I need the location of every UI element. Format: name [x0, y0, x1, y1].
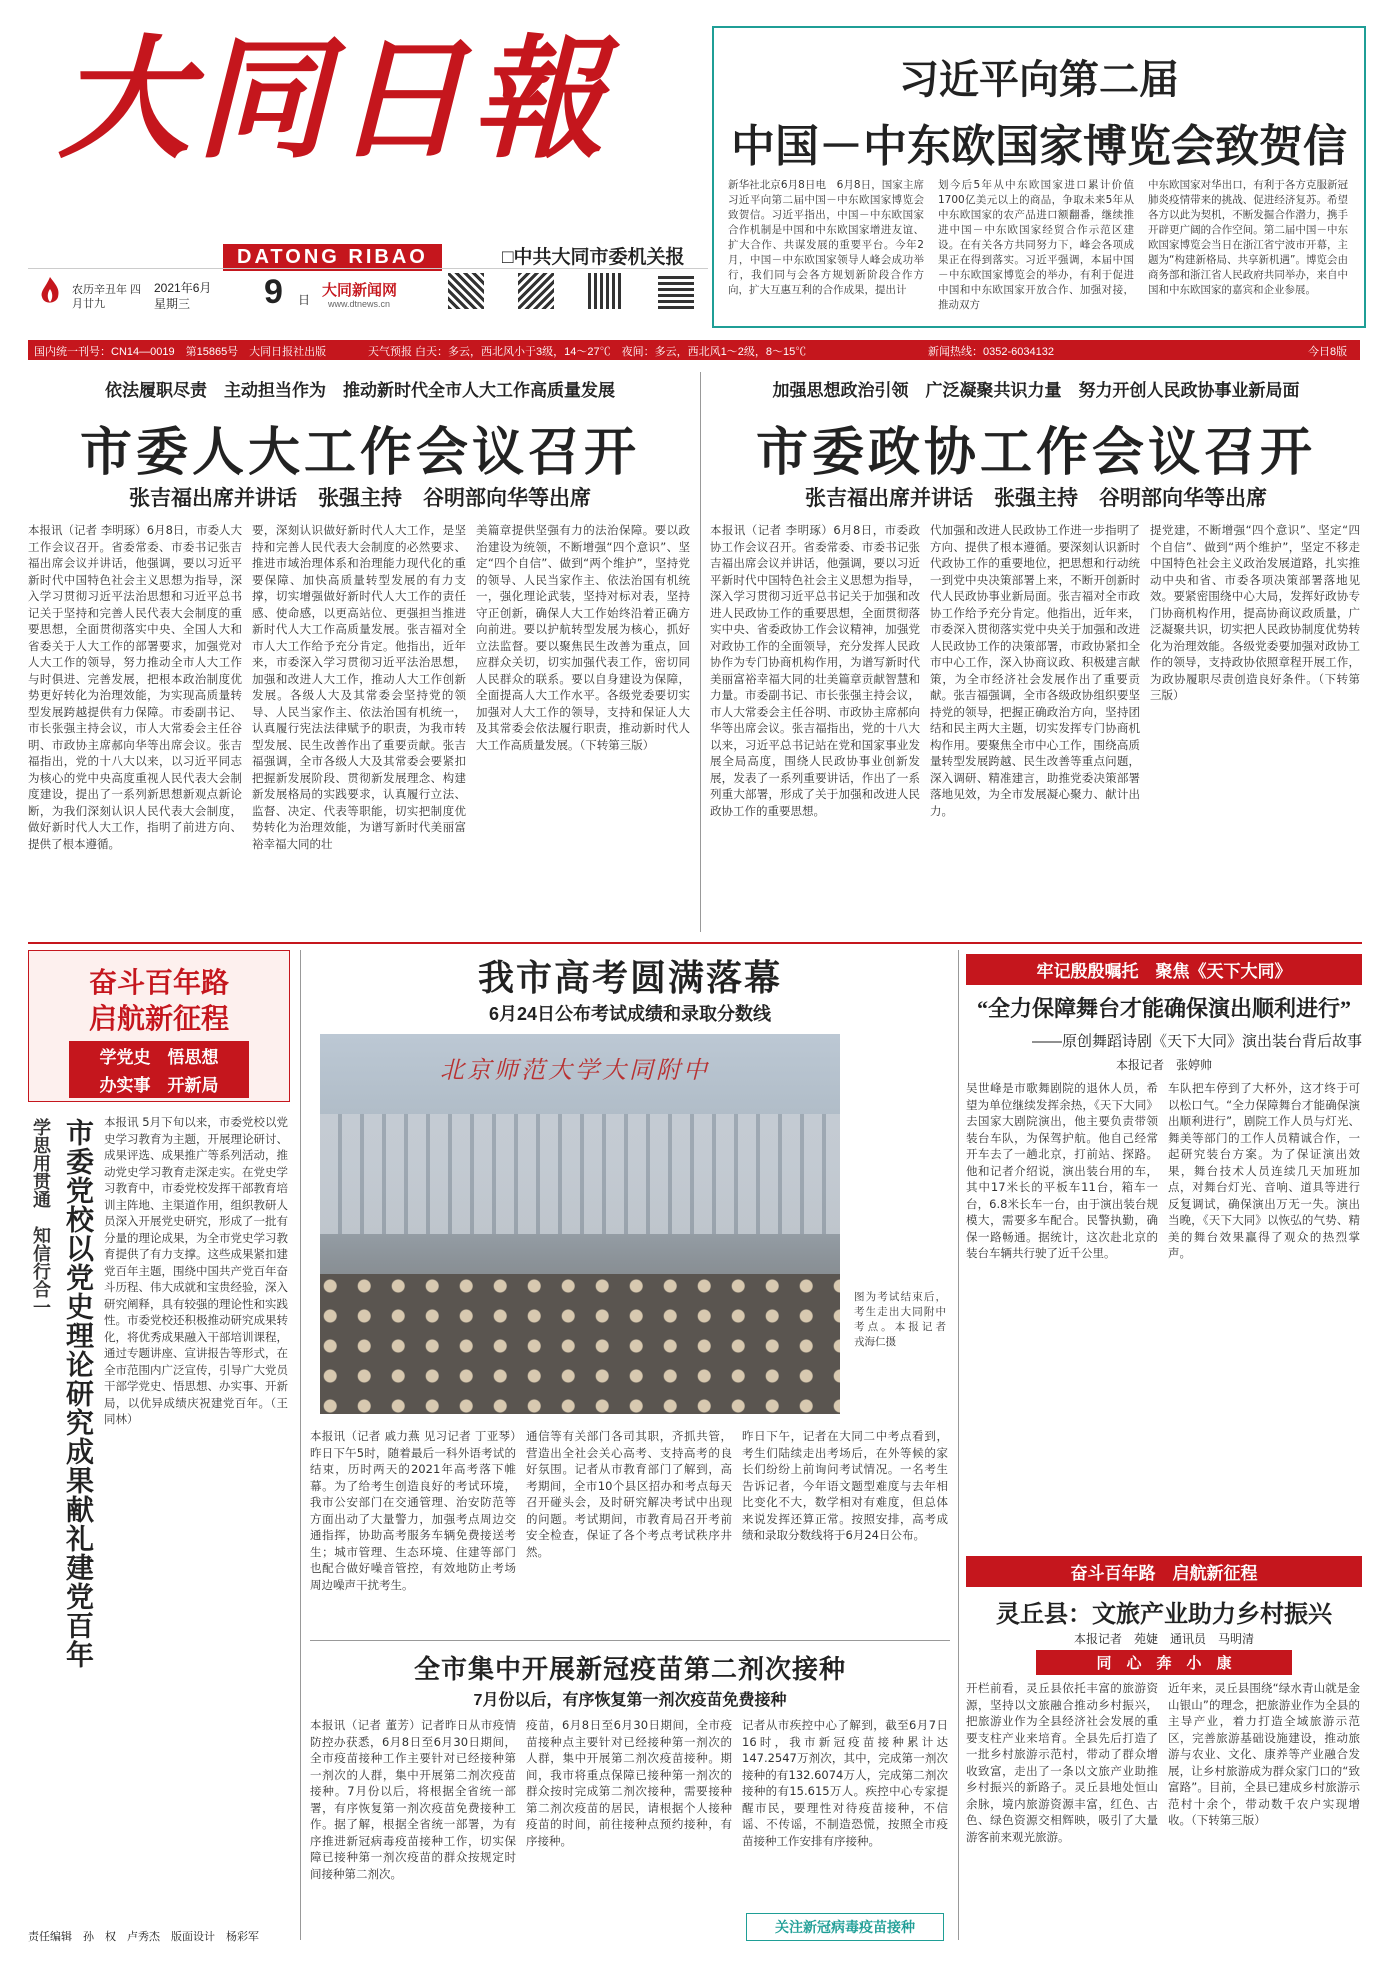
date-strip — [28, 268, 708, 323]
exam-headline: 我市高考圆满落幕 — [477, 957, 782, 998]
exam-story — [310, 950, 957, 1630]
exam-caption: 图为考试结束后，考生走出大同附中考点。本报记者 戎海仁摄 — [854, 1291, 957, 1348]
page-count: 今日8版 — [1308, 346, 1348, 358]
issue-date: 2021年6月 — [154, 281, 212, 295]
news-hotline: 新闻热线：0352-6034132 — [928, 346, 1054, 358]
lead-left-col3: 美篇章提供坚强有力的法治保障。要以政治建设为统领，不断增强“四个意识”、坚定“四个自信”、做到“两个维护”，坚持党的领导、人民当家作主、依法治国有机统一，强化理论武装，坚持对标对表，坚持守正创新，确保人大工作始终沿着正确方向前进。要以护航转型发展为核心，抓好立法监督。要以聚焦民生改善为重点，回应群众关切，切实加强代表工作，密切同人民群众的联系。要以自身建设为保障，全面提高人大工作水平。各级党委要切实加强对人大工作的领导，支持和保证人大及其常委会依法履行职责，推动新时代人大工作高质量发展。（下转第三版） — [476, 523, 690, 752]
theater-col1: 吴世峰是市歌舞剧院的退休人员，希望为单位继续发挥余热，《天下大同》去国家大剧院演出，他主要负责带领装台车队，为保驾护航。他自己经常开车去了一趟北京，打前站、探路。他和记者介绍说，演出装台用的车，其中17米长的平板车11台，箱车一台，6.8米长车一台，由于演出装台规模大，需要多车配合。民警执勤，确保一路畅通。据统计，这次赴北京的装台车辆共行驶了近千公里。 — [966, 1081, 1158, 1260]
lead-left-kicker: 依法履职尽责 主动担当作为 推动新时代全市人大工作高质量发展 — [105, 381, 615, 400]
lead-left-col1: 本报讯（记者 李明琢）6月8日，市委人大工作会议召开。省委常委、市委书记张吉福出席会议并讲话，他强调，要以习近平新时代中国特色社会主义思想为指导，深入学习贯彻习近平法治思想和习近平总书记关于坚持和完善人民代表大会制度的重要思想，全面贯彻落实中央、全国人大和省委关于人大工作的部署要求，加强党对人大工作的领导，努力推动全市人大工作与时俱进、完善发展，把根本政治制度优势更好转化为治理效能，为实现高质量转型发展跨越提供有力保障。市委副书记、市长张强主持会议，市人大常委会主任谷明、市政协主席郝向华等出席会议。张吉福指出，党的十八大以来，以习近平同志为核心的党中央高度重视人民代表大会制度建设，提出了一系列新思想新观点新论断，为我们深刻认识人民代表大会制度，做好新时代人大工作，指明了前进方向、提供了根本遵循。 — [28, 523, 242, 851]
publisher-label: □中共大同市委机关报 — [502, 247, 685, 268]
info-bar — [28, 340, 1360, 360]
theater-col2: 车队把车停到了大杯外，这才终于可以松口气。“全力保障舞台才能确保演出顺利进行”，剧院工作人员与灯光、舞美等部门的工作人员精诚合作，一起研究装台方案。为了保证演出效果，舞台技术人员连续几天加班加点，对舞台灯光、音响、道具等进行反复调试，确保演出万无一失。演出当晚，《天下大同》以恢弘的气势、精美的舞台效果赢得了观众的热烈掌声。 — [1168, 1081, 1360, 1260]
lead-right-col2: 代加强和改进人民政协工作进一步指明了方向、提供了根本遵循。要深刻认识新时代政协工作的重要地位，把思想和行动统一到党中央决策部署上来，不断开创新时代人民政协事业新局面。张吉福对全市政协工作给予充分肯定。他指出，近年来，市委深入贯彻落实党中央关于加强和改进人民政协工作的决策部署，市政协紧扣全市中心工作，深入协商议政、积极建言献策，为全市经济社会发展作出了重要贡献。张吉福强调，全市各级政协组织要坚持党的领导，把握正确政治方向，坚持团结和民主两大主题，切实发挥专门协商机构作用。要聚焦全市中心工作，围绕高质量转型发展跨越、民生改善等重点问题，深入调研、精准建言，助推党委决策部署落地见效，为全市发展凝心聚力、献计出力。 — [930, 523, 1140, 818]
exam-subhead: 6月24日公布考试成绩和录取分数线 — [488, 1004, 772, 1024]
flame-icon — [38, 275, 62, 307]
top-story-col1: 新华社北京6月8日电 6月8日，国家主席习近平向第二届中国－中东欧国家博览会致贺信。习近平指出，中国－中东欧国家合作机制是中国和中东欧国家增进友谊、扩大合作、共谋发展的重要平台。今年2月，中国－中东欧国家领导人峰会成功举行，我们同与会各方规划新阶段合作方向，扩大互惠互利的合作成果，提出计 — [728, 179, 924, 296]
rural-byline: 本报记者 苑婕 通讯员 马明清 — [1073, 1632, 1254, 1646]
newspaper-logo: 大同日報 — [58, 22, 610, 177]
issue-info: 国内统一刊号：CN14—0019 第15865号 大同日报社出版 — [34, 346, 327, 358]
issue-day-suffix: 日 — [298, 293, 311, 307]
lead-right-col3: 提党建，不断增强“四个意识”、坚定“四个自信”、做到“两个维护”，坚定不移走中国特色社会主义政治发展道路，扎实推动中央和省、市委各项决策部署落地见效。要紧密围绕中心大局，发挥好政协专门协商机构作用，提高协商议政质量，广泛凝聚共识，切实把人民政协制度优势转化为治理效能。各级党委要加强对政协工作的领导，支持政协依照章程开展工作，为政协履职尽责创造良好条件。（下转第三版） — [1150, 523, 1360, 702]
lead-left-subhead: 张吉福出席并讲话 张强主持 谷明部向华等出席 — [129, 487, 591, 510]
rural-story — [966, 1556, 1362, 1946]
rural-col1: 开栏前看，灵丘县依托丰富的旅游资源，坚持以文旅融合推动乡村振兴，把旅游业作为全县经济社会发展的重要支柱产业来培育。全县先后打造了一批乡村旅游示范村，带动了群众增收致富，走出了一条以文旅产业助推乡村振兴的新路子。灵丘县地处恒山余脉，境内旅游资源丰富，红色、古色、绿色资源交相辉映，吸引了大量游客前来观光旅游。 — [966, 1681, 1158, 1844]
exam-photo — [320, 1034, 840, 1414]
lead-right-story — [710, 372, 1362, 936]
rural-col2: 近年来，灵丘县围绕“绿水青山就是金山银山”的理念，把旅游业作为全县的主导产业，着力打造全域旅游示范区，完善旅游基础设施建设，推动旅游与农业、文化、康养等产业融合发展，让乡村旅游成为群众家门口的“致富路”。目前，全县已建成乡村旅游示范村十余个，带动数千农户实现增收。（下转第三版） — [1168, 1681, 1360, 1827]
rural-ribbon: 同 心 奔 小 康 — [1036, 1650, 1292, 1675]
qr-code-icon — [658, 273, 694, 309]
vaccine-headline: 全市集中开展新冠疫苗第二剂次接种 — [413, 1654, 846, 1684]
side-body: 本报讯 5月下旬以来，市委党校以党史学习教育为主题，开展理论研讨、成果评选、成果推广等系列活动，推动党史学习教育走深走实。在党史学习教育中，市委党校发挥干部教育培训主阵地、主渠道作用，组织教研人员深入开展党史研究，形成了一批有分量的理论成果，为全市党史学习教育提供了有力支撑。这些成果紧扣建党百年主题，围绕中国共产党百年奋斗历程、伟大成就和宝贵经验，深入研究阐释，具有较强的理论性和实践性。市委党校还积极推动研究成果转化，将优秀成果融入干部培训课程，通过专题讲座、宣讲报告等形式，在全市范围内广泛宣传，引导广大党员干部学党史、悟思想、办实事、开新局，以优异成绩庆祝建党百年。（王同林） — [104, 1115, 288, 1426]
theater-subhead: ——原创舞蹈诗剧《天下大同》演出装台背后故事 — [1031, 1033, 1362, 1050]
column-divider — [300, 950, 301, 1940]
qr-code-icon — [588, 273, 624, 309]
lead-left-headline: 市委人大工作会议召开 — [79, 424, 640, 482]
editor-credit: 责任编辑 孙 权 卢秀杰 版面设计 杨彩军 — [28, 1931, 259, 1943]
side-vert-small: 学思用贯通 知信行合一 — [31, 1118, 51, 1316]
qr-code-icon — [518, 273, 554, 309]
rural-headline: 灵丘县：文旅产业助力乡村振兴 — [996, 1602, 1332, 1628]
lunar-date: 农历辛丑年 四月廿九 — [72, 284, 142, 310]
top-story-col2: 划今后5年从中东欧国家进口累计价值1700亿美元以上的商品，争取未来5年从中东欧国家的农产品进口额翻番，继续推进中国－中东欧国家经贸合作示范区建设。在有关各方共同努力下，峰会各项成果正在得到落实。习近平强调，本届中国－中东欧国家博览会的举办，有利于促进中国和中东欧国家开放合作、加强对接，推动双方 — [938, 179, 1134, 311]
column-divider — [958, 950, 959, 1940]
theater-story — [966, 950, 1362, 1550]
lead-left-story — [28, 372, 692, 936]
theater-tag: 牢记殷殷嘱托 聚焦《天下大同》 — [966, 954, 1362, 985]
side-motto1: 学党史 悟思想 — [69, 1041, 249, 1070]
section-rule — [28, 942, 1362, 944]
theater-byline: 本报记者 张婷帅 — [1115, 1058, 1212, 1072]
vaccine-story — [310, 1640, 950, 1947]
issue-day: 9 — [264, 273, 283, 311]
vaccine-tag: 关注新冠病毒疫苗接种 — [746, 1913, 944, 1941]
lead-right-headline: 市委政协工作会议召开 — [755, 424, 1316, 482]
lead-right-subhead: 张吉福出席并讲话 张强主持 谷明部向华等出席 — [805, 487, 1267, 510]
column-divider — [700, 372, 701, 932]
side-banner-line2: 启航新征程 — [88, 1003, 229, 1034]
weather-forecast: 天气预报 白天：多云，西北风小于3级，14～27℃ 夜间：多云，西北风1～2级，8～15℃ — [368, 346, 807, 358]
rural-tag: 奋斗百年路 启航新征程 — [966, 1556, 1362, 1587]
web-url: www.dtnews.cn — [328, 299, 391, 309]
exam-col1: 本报讯（记者 戚力燕 见习记者 丁亚琴）昨日下午5时，随着最后一科外语考试的结束，历时两天的2021年高考落下帷幕。为了给考生创造良好的考试环境，我市公安部门在交通管理、治安防范等方面出动了大量警力，加强考点周边交通指挥，协助高考服务车辆免费接送考生；城市管理、生态环境、住建等部门也配合做好噪音管控，有效地防止考场周边噪声干扰考生。 — [310, 1429, 516, 1592]
vaccine-subhead: 7月份以后，有序恢复第一剂次疫苗免费接种 — [473, 1692, 787, 1709]
top-story — [712, 26, 1366, 328]
side-column — [28, 950, 290, 1950]
exam-col3: 昨日下午，记者在大同二中考点看到，考生们陆续走出考场后，在外等候的家长们纷纷上前询问考试情况。一名考生告诉记者，今年语文题型难度与去年相比变化不大，数学相对有难度，但总体来说发挥还算正常。按照安排，高考成绩和录取分数线将于6月24日公布。 — [742, 1429, 948, 1542]
photo-crowd — [320, 1274, 840, 1414]
side-motto2: 办实事 开新局 — [69, 1069, 249, 1098]
weekday: 星期三 — [154, 297, 191, 311]
top-story-col3: 中东欧国家对华出口，有利于各方克服新冠肺炎疫情带来的挑战、促进经济复苏。希望各方以此为契机，不断发掘合作潜力，携手开辟更广阔的合作空间。第二届中国－中东欧国家博览会当日在浙江省宁波市开幕，主题为“构建新格局、共享新机遇”。博览会由商务部和浙江省人民政府共同举办，来自中国和中东欧国家的嘉宾和企业参展。 — [1148, 179, 1348, 296]
lead-right-col1: 本报讯（记者 李明琢）6月8日，市委政协工作会议召开。省委常委、市委书记张吉福出席会议并讲话，他强调，要以习近平新时代中国特色社会主义思想为指导，深入学习贯彻习近平总书记关于加强和改进人民政协工作的重要思想，全面贯彻落实中央、省委政协工作会议精神，加强党对政协工作的全面领导，充分发挥人民政协作为专门协商机构作用，为谱写新时代美丽富裕幸福大同的壮美篇章贡献智慧和力量。市委副书记、市长张强主持会议，市人大常委会主任谷明、市政协主席郝向华等出席会议。张吉福指出，党的十八大以来，习近平总书记站在党和国家事业发展全局高度，围绕人民政协事业创新发展，发表了一系列重要讲话，作出了一系列重大部署，形成了关于加强和改进人民政协工作的重要思想。 — [710, 523, 920, 818]
lead-left-col2: 要，深刻认识做好新时代人大工作，是坚持和完善人民代表大会制度的必然要求、推进市域治理体系和治理能力现代化的重要保障、加快高质量转型发展的有力支撑，切实增强做好新时代人大工作的责任感、使命感，以更高站位、更强担当推进新时代人大工作高质量发展。张吉福对全市人大工作给予充分肯定。他指出，近年来，市委深入学习贯彻习近平法治思想，加强和改进人大工作，推动人大工作创新发展。各级人大及其常委会坚持党的领导、人民当家作主、依法治国有机统一，认真履行宪法法律赋予的职责，为我市转型发展、民生改善作出了重要贡献。张吉福强调，全市各级人大及其常委会要紧扣把握新发展阶段、贯彻新发展理念、构建新发展格局的实践要求，认真履行立法、监督、决定、代表等职能，切实把制度优势转化为治理效能，为谱写新时代美丽富裕幸福大同的壮 — [252, 523, 466, 851]
side-banner — [28, 950, 290, 1102]
web-brand: 大同新闻网 — [322, 282, 398, 299]
newspaper-logo-en: DATONG RIBAO — [223, 244, 442, 271]
lead-right-kicker: 加强思想政治引领 广泛凝聚共识力量 努力开创人民政协事业新局面 — [772, 381, 1300, 400]
vaccine-col2: 疫苗，6月8日至6月30日期间，全市疫苗接种点主要针对已经接种第一剂次的人群，集中开展第二剂次疫苗接种。期间，我市将重点保障已接种第一剂次的群众按时完成第二剂次接种，需要接种第二剂次疫苗的居民，请根据个人接种疫苗的时间，前往接种点预约接种，有序接种。 — [526, 1718, 732, 1848]
photo-sign: 北京师范大学大同附中 — [440, 1058, 710, 1084]
masthead — [28, 20, 708, 268]
side-vert-head: 市委党校以党史理论研究成果献礼建党百年 — [63, 1118, 94, 1669]
side-banner-line1: 奋斗百年路 — [88, 967, 229, 998]
theater-headline: “全力保障舞台才能确保演出顺利进行” — [976, 996, 1351, 1021]
photo-building — [320, 1114, 840, 1234]
top-story-title-line2: 中国－中东欧国家博览会致贺信 — [731, 122, 1347, 171]
vaccine-col1: 本报讯（记者 董芳）记者昨日从市疫情防控办获悉，6月8日至6月30日期间，全市疫苗接种工作主要针对已经接种第一剂次的人群，集中开展第二剂次疫苗接种。7月份以后，将根据全省统一部署，有序恢复第一剂次疫苗免费接种工作。据了解，根据全省统一部署，为有序推进新冠病毒疫苗接种工作，切实保障已接种第一剂次疫苗的群众按规定时间接种第二剂次。 — [310, 1718, 516, 1881]
top-story-title-line1: 习近平向第二届 — [899, 58, 1179, 102]
exam-col2: 通信等有关部门各司其职，齐抓共管，营造出全社会关心高考、支持高考的良好氛围。记者从市教育部门了解到，高考期间，全市10个县区招办和考点每天召开碰头会，及时研究解决考试中出现的问题。考试期间，市教育局召开考前安全检查，保证了各个考点考试秩序井然。 — [526, 1429, 732, 1559]
qr-code-icon — [448, 273, 484, 309]
vaccine-col3: 记者从市疾控中心了解到，截至6月7日16时，我市新冠疫苗接种累计达147.2547万剂次，其中，完成第一剂次接种的有132.6074万人，完成第二剂次接种的有15.615万人。疾控中心专家提醒市民，要理性对待疫苗接种，不信谣、不传谣，不制造恐慌，按照全市疫苗接种工作安排有序接种。 — [742, 1718, 948, 1848]
